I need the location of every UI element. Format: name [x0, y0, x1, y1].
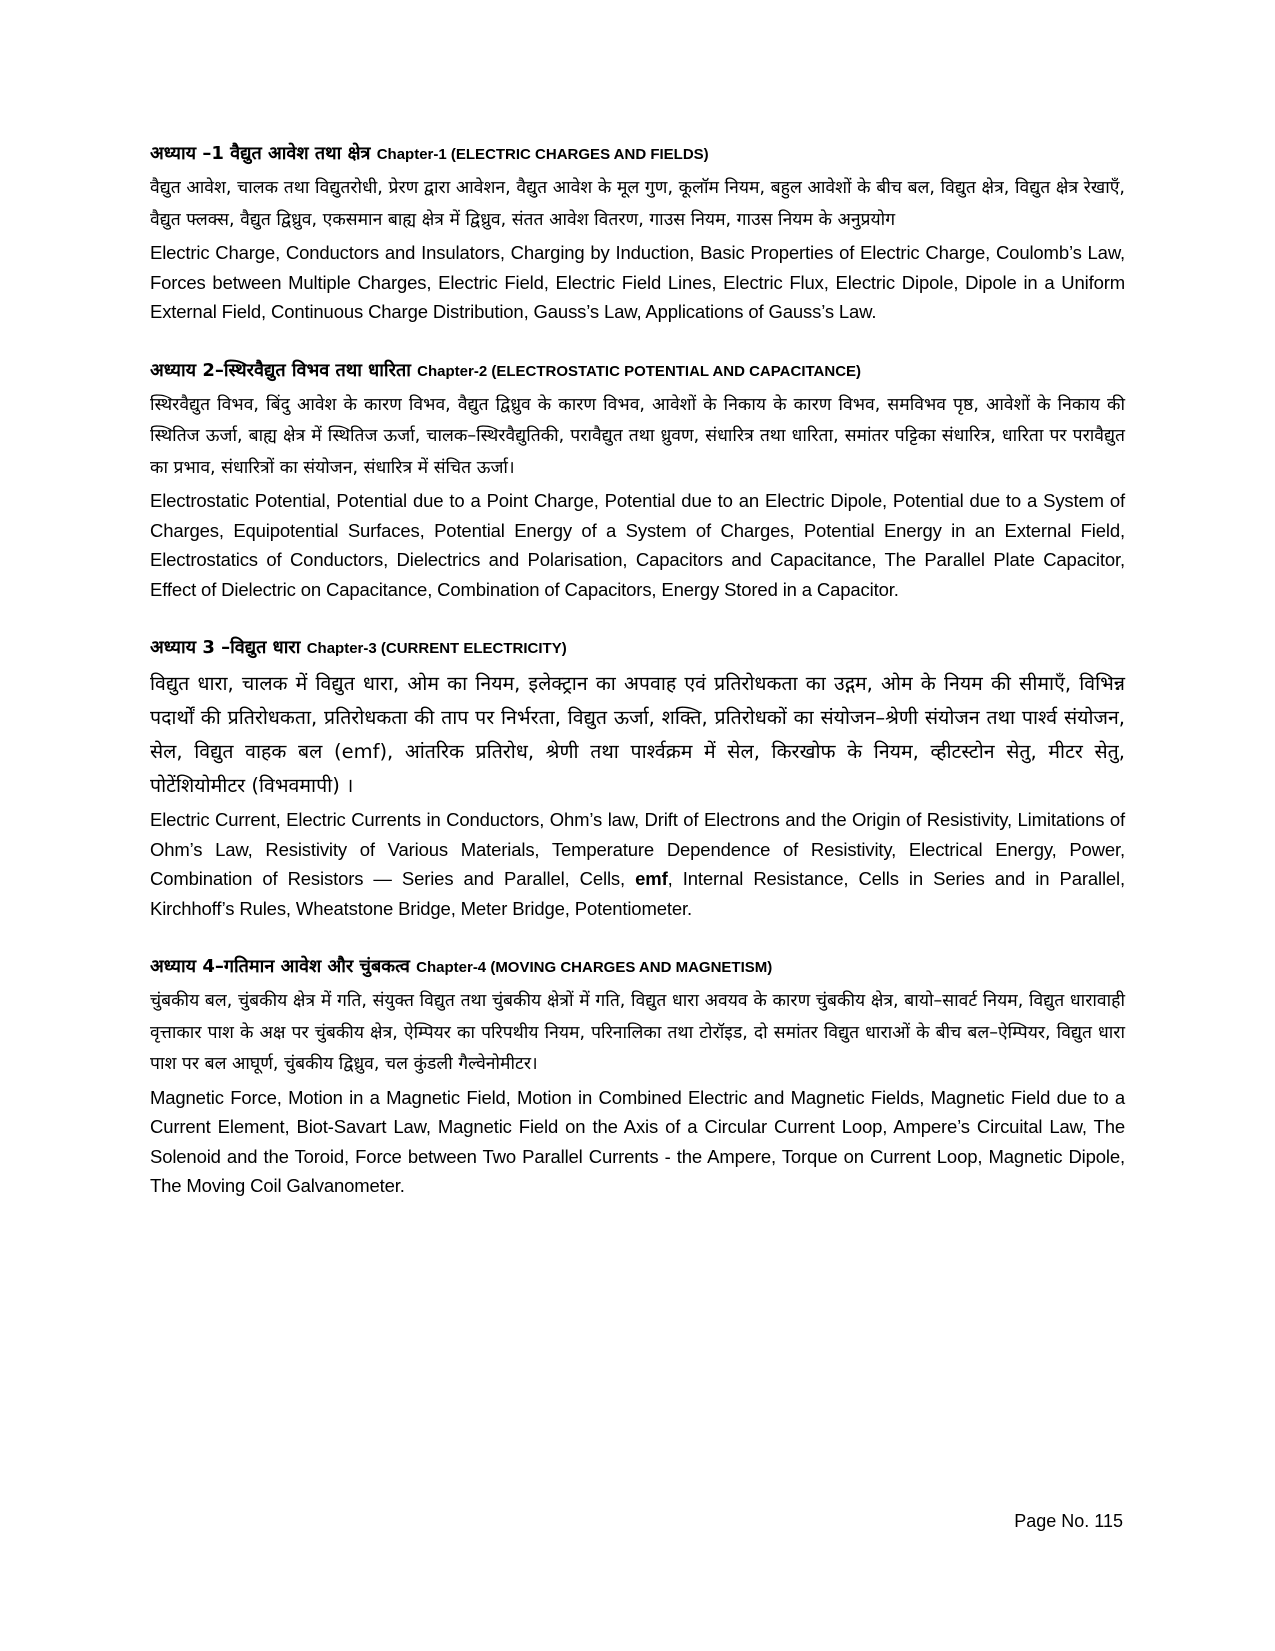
chapter-3-heading-english: Chapter-3 (CURRENT ELECTRICITY) [306, 640, 567, 657]
chapter-4-heading-hindi: अध्याय 4–गतिमान आवेश और चुंबकत्व [150, 956, 410, 977]
chapter-3-topics-english [150, 805, 1125, 923]
chapter-1-heading-english: Chapter-1 (ELECTRIC CHARGES AND FIELDS) [376, 146, 709, 163]
chapter-2-heading-english: Chapter-2 (ELECTROSTATIC POTENTIAL AND CAPACITANCE) [417, 362, 862, 380]
chapter-2-heading-hindi: अध्याय 2–स्थिरवैद्युत विभव तथा धारिता [150, 359, 411, 381]
chapter-3-heading-hindi: अध्याय 3 –विद्युत धारा [150, 637, 301, 658]
chapter-1-heading-hindi: अध्याय –1 वैद्युत आवेश तथा क्षेत्र [150, 143, 371, 164]
chapter-4-topics-english: Magnetic Force, Motion in a Magnetic Field, Motion in Combined Electric and Magnetic Fields, Magnetic Field due to a Current Element, Biot-Savart Law, Magnetic Field on the Axis of a Circular Current Loop, Ampere’s Circuital Law, The Solenoid and the Toroid, Force between Two Parallel Currents - the Ampere, Torque on Current Loop, Magnetic Dipole, The Moving Coil Galvanometer. [150, 1086, 1125, 1196]
document-page [150, 140, 1125, 1231]
chapter-2-section [150, 357, 1125, 605]
emf-term: emf [635, 868, 668, 889]
page-number: Page No. 115 [1014, 1511, 1123, 1531]
chapter-3-topics-hindi: विद्युत धारा, चालक में विद्युत धारा, ओम का नियम, इलेक्ट्रान का अपवाह एवं प्रतिरोधकता का उद्गम, ओम के नियम की सीमाएँ, विभिन्न पदार्थों की प्रतिरोधकता, प्रतिरोधकता की ताप पर निर्भरता, विद्युत ऊर्जा, शक्ति, प्रतिरोधकों का संयोजन–श्रेणी संयोजन तथा पार्श्व संयोजन, सेल, विद्युत वाहक बल (emf), आंतरिक प्रतिरोध, श्रेणी तथा पार्श्वक्रम में सेल, किरखोफ के नियम, व्हीटस्टोन सेतु, मीटर सेतु, पोटेंशियोमीटर (विभवमापी) । [150, 672, 1125, 797]
chapter-3-topics-english-part-2: , Internal Resistance, Cells in Series and in Parallel, Kirchhoff’s Rules, Wheatstone Bridge, Meter Bridge, Potentiometer. [150, 868, 1126, 919]
chapter-3-heading [150, 634, 1125, 663]
chapter-1-heading [150, 140, 1125, 169]
chapter-3-section [150, 634, 1125, 923]
chapter-2-topics-hindi: स्थिरवैद्युत विभव, बिंदु आवेश के कारण विभव, वैद्युत द्विध्रुव के कारण विभव, आवेशों के निकाय के कारण विभव, समविभव पृष्ठ, आवेशों के निकाय की स्थितिज ऊर्जा, बाह्य क्षेत्र में स्थितिज ऊर्जा, चालक–स्थिरवैद्युतिकी, परावैद्युत तथा ध्रुवण, संधारित्र तथा धारिता, समांतर पट्टिका संधारित्र, धारिता पर परावैद्युत का प्रभाव, संधारित्रों का संयोजन, संधारित्र में संचित ऊर्जा। [150, 394, 1125, 478]
chapter-1-topics-hindi: वैद्युत आवेश, चालक तथा विद्युतरोधी, प्रेरण द्वारा आवेशन, वैद्युत आवेश के मूल गुण, कूलॉम नियम, बहुल आवेशों के बीच बल, विद्युत क्षेत्र, विद्युत क्षेत्र रेखाएँ, वैद्युत फ्लक्स, वैद्युत द्विध्रुव, एकसमान बाह्य क्षेत्र में द्विध्रुव, संतत आवेश वितरण, गाउस नियम, गाउस नियम के अनुप्रयोग [150, 178, 1125, 230]
chapter-1-section [150, 140, 1125, 327]
chapter-4-heading [150, 953, 1125, 982]
chapter-2-topics-english: Electrostatic Potential, Potential due to a Point Charge, Potential due to an Electric Dipole, Potential due to a System of Charges, Equipotential Surfaces, Potential Energy of a System of Charges, Potential Energy in an External Field, Electrostatics of Conductors, Dielectrics and Polarisation, Capacitors and Capacitance, The Parallel Plate Capacitor, Effect of Dielectric on Capacitance, Combination of Capacitors, Energy Stored in a Capacitor. [150, 490, 1125, 600]
chapter-1-topics-english: Electric Charge, Conductors and Insulators, Charging by Induction, Basic Properties of Electric Charge, Coulomb’s Law, Forces between Multiple Charges, Electric Field, Electric Field Lines, Electric Flux, Electric Dipole, Dipole in a Uniform External Field, Continuous Charge Distribution, Gauss’s Law, Applications of Gauss’s Law. [150, 242, 1125, 322]
chapter-4-section [150, 953, 1125, 1201]
chapter-4-heading-english: Chapter-4 (MOVING CHARGES AND MAGNETISM) [416, 959, 773, 976]
chapter-3-topics-english-part-1: Electric Current, Electric Currents in Conductors, Ohm’s law, Drift of Electrons and the Origin of Resistivity, Limitations of Ohm’s Law, Resistivity of Various Materials, Temperature Dependence of Resistivity, Electrical Energy, Power, Combination of Resistors — Series and Parallel, Cells, [150, 809, 1125, 889]
chapter-4-topics-hindi: चुंबकीय बल, चुंबकीय क्षेत्र में गति, संयुक्त विद्युत तथा चुंबकीय क्षेत्रों में गति, विद्युत धारा अवयव के कारण चुंबकीय क्षेत्र, बायो–सावर्ट नियम, विद्युत धारावाही वृत्ताकार पाश के अक्ष पर चुंबकीय क्षेत्र, ऐम्पियर का परिपथीय नियम, परिनालिका तथा टोरॉइड, दो समांतर विद्युत धाराओं के बीच बल–ऐम्पियर, विद्युत धारा पाश पर बल आघूर्ण, चुंबकीय द्विध्रुव, चल कुंडली गैल्वेनोमीटर। [150, 991, 1125, 1074]
chapter-2-heading [150, 357, 1125, 386]
